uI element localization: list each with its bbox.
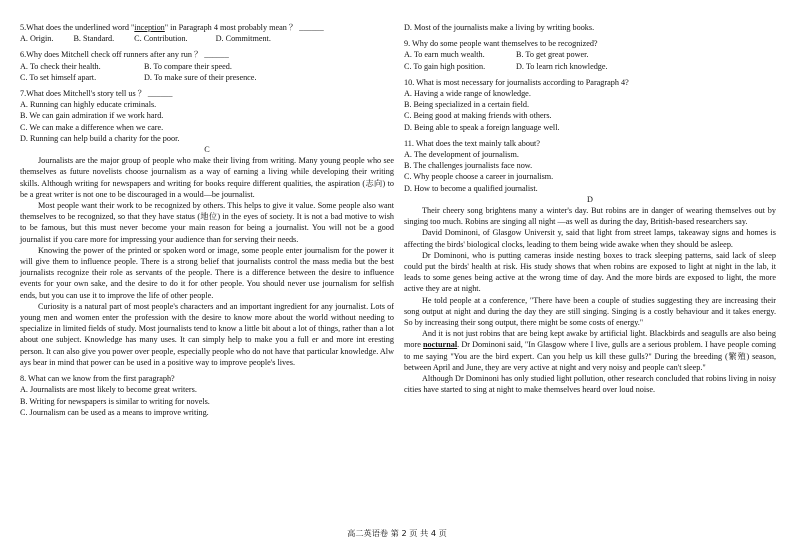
q11-option-d[interactable]: D. How to become a qualified journalist. (404, 183, 538, 193)
q10-option-b[interactable]: B. Being specialized in a certain field. (404, 100, 530, 110)
q11-option-b[interactable]: B. The challenges journalists face now. (404, 161, 533, 171)
q7-option-a[interactable]: A. Running can highly educate criminals. (20, 100, 157, 110)
q10-option-a[interactable]: A. Having a wide range of knowledge. (404, 89, 531, 99)
q11-option-a[interactable]: A. The development of journalism. (404, 150, 519, 160)
passage-d-paragraph: He told people at a conference, "There have been a couple of studies suggesting they are increasing their song output at night and during the day they are still singing. Singing is a costly behaviour and it takes energy. So by increasing their song output, there might be some costs of energy." (404, 295, 776, 328)
q7-option-b[interactable]: B. We can gain admiration if we work hard. (20, 111, 164, 121)
passage-c-paragraph: Curiosity is a natural part of most people's characters and an important ingredient for any journalist. Lots of young men and women enter the profession with the desire to know more about the world without needing to specialize in limited fields of study. Most journalists tend to know a little bit about a lot of things, rather than a lot about one subject. Knowledge has many uses. It can simply help to make you a full er and more int eresting person. It can also give you power over people, especially people who do not have that particular knowledge. Alw ays bear in mind that power can be used in a positive way to improve people's lives. (20, 301, 394, 367)
passage-d-paragraph: Their cheery song brightens many a winter's day. But robins are in danger of wearing themselves out by singing too much. Robins are singing all night —as well as during the day, British-based researchers say. (404, 206, 776, 227)
passage-c (20, 155, 394, 368)
passage-c-paragraph: Knowing the power of the printed or spoken word or image, some people enter journalism for the power it will give them to influence people. There is a strong belief that journalists control the mass media but the best journalists recognize their role as servants of the people. There is a difference between the desire to influence events for your own sake, and the desire to do it for other people. You should never use journalism for selfish ends, but you can use it to improve the life of other people. (20, 245, 394, 300)
q5-option-c[interactable]: C. Contribution. (134, 34, 188, 44)
q10-option-c[interactable]: C. Being good at making friends with others. (404, 111, 552, 121)
right-column (404, 22, 776, 396)
question-8: 8. What can we know from the first paragraph? A. Journalists are most likely to become great writers. B. Writing for newspapers is similar to writing for novels. C. Journalism can be used as a means to improve writing. (20, 373, 394, 418)
passage-d-paragraph: And it is not just robins that are being kept awake by artificial light. Blackbirds and seagulls are also being more nocturnal. Dr Dominoni said, "In Glasgow where I live, gulls are a serious problem. I have people coming to me saying "You are the bird expert. Can you help us kill these gulls?" During the breeding (繁殖) season, between April and June, they are very active at night and very noisy and people can't sleep." (404, 329, 777, 372)
q6-option-d[interactable]: D. To make sure of their presence. (144, 72, 257, 82)
passage-d-paragraph: David Dominoni, of Glasgow Universit y, said that light from street lamps, takeaway signs and homes is affecting the birds' biological clocks, leading to them being wide awake when they should be asleep. (404, 228, 776, 249)
passage-d-paragraph: Although Dr Dominoni has only studied light pollution, other research concluded that robins living in noisy cities have started to sing at night to make themselves heard over loud noise. (404, 374, 776, 395)
page-footer: 高二英语卷 第 2 页 共 4 页 (347, 528, 447, 538)
passage-c-paragraph: Most people want their work to be recognized by others. This helps to give it value. Some people also want themselves to be recognized, so that they have status (地位) in the eyes of society. It is not a bad motive to wish to be famous, but this must never become your main reason for being a journalist. You will not be a good journalist if you care more for impressing your audience than for serving their needs. (20, 201, 394, 244)
question-9: 9. Why do some people want themselves to be recognized? A. To earn much wealth. B. To get great power. C. To gain high position. D. To learn rich knowledge. (404, 39, 608, 71)
question-10: 10. What is most necessary for journalists according to Paragraph 4? A. Having a wide range of knowledge. B. Being specialized in a certain field. C. Being good at making friends with others. D. Being able to speak a foreign language well. (404, 77, 776, 133)
question-5: 5.What does the underlined word "inception" in Paragraph 4 most probably mean ？ ______ A. Origin. B. Standard. C. Contribution. D. Commitment. (20, 22, 394, 44)
q9-option-d[interactable]: D. To learn rich knowledge. (516, 61, 608, 71)
underlined-word: inception (134, 23, 165, 32)
q6-option-b[interactable]: B. To compare their speed. (144, 61, 232, 71)
left-column (20, 22, 394, 418)
question-6: 6.Why does Mitchell check off runners after any run ？ ______ A. To check their health. B. To compare their speed. C. To set himself apart. D. To make sure of their presence. (20, 50, 257, 82)
q10-option-d[interactable]: D. Being able to speak a foreign language well. (404, 122, 560, 132)
q6-option-c[interactable]: C. To set himself apart. (20, 72, 97, 82)
q6-option-a[interactable]: A. To check their health. (20, 61, 101, 71)
passage-d (404, 205, 776, 395)
q5-option-d[interactable]: D. Commitment. (215, 34, 271, 44)
q8-option-d[interactable]: D. Most of the journalists make a living by writing books. (404, 23, 595, 32)
section-d-heading: D (587, 194, 593, 204)
q8-option-a[interactable]: A. Journalists are most likely to become great writers. (20, 385, 197, 395)
underlined-word: nocturnal (423, 340, 458, 350)
q9-option-b[interactable]: B. To get great power. (516, 50, 589, 60)
q8-option-b[interactable]: B. Writing for newspapers is similar to writing for novels. (20, 396, 210, 406)
q5-option-a[interactable]: A. Origin. (20, 34, 54, 44)
q5-options (20, 33, 394, 44)
q11-option-c[interactable]: C. Why people choose a career in journalism. (404, 172, 554, 182)
q7-option-c[interactable]: C. We can make a difference when we care. (20, 122, 164, 132)
q9-option-a[interactable]: A. To earn much wealth. (404, 50, 485, 60)
q7-option-d[interactable]: D. Running can help build a charity for the poor. (20, 133, 180, 143)
q8-option-c[interactable]: C. Journalism can be used as a means to improve writing. (20, 407, 209, 417)
q5-option-b[interactable]: B. Standard. (73, 34, 115, 44)
q9-option-c[interactable]: C. To gain high position. (404, 61, 486, 71)
passage-d-paragraph: Dr Dominoni, who is putting cameras inside nesting boxes to track sleeping patterns, said lack of sleep could put the birds' health at risk. His study shows that when robins are exposed to light at night in the lab, it leads to some genes being active at the wrong time of day. And the more birds are exposed to light, the more active they are at night. (404, 250, 776, 294)
passage-c-paragraph: Journalists are the major group of people who make their living from writing. Many young people who see themselves as future novelists choose journalism as a way of earning a living while developing their writing skills. Although writing for newspapers and writing for books require different qualities, the aspiration (志向) to be a great writer is not one to be discouraged in a would—be journalist. (20, 156, 394, 199)
question-11: 11. What does the text mainly talk about? A. The development of journalism. B. The challenges journalists face now. C. Why people choose a career in journalism. D. How to become a qualified journalist. (404, 138, 776, 194)
section-c-heading: C (204, 145, 210, 155)
question-7: 7.What does Mitchell's story tell us ？ ______ A. Running can highly educate criminals. B. We can gain admiration if we work hard. C. We can make a difference when we care. D. Running can help build a charity for the poor. (20, 88, 394, 144)
